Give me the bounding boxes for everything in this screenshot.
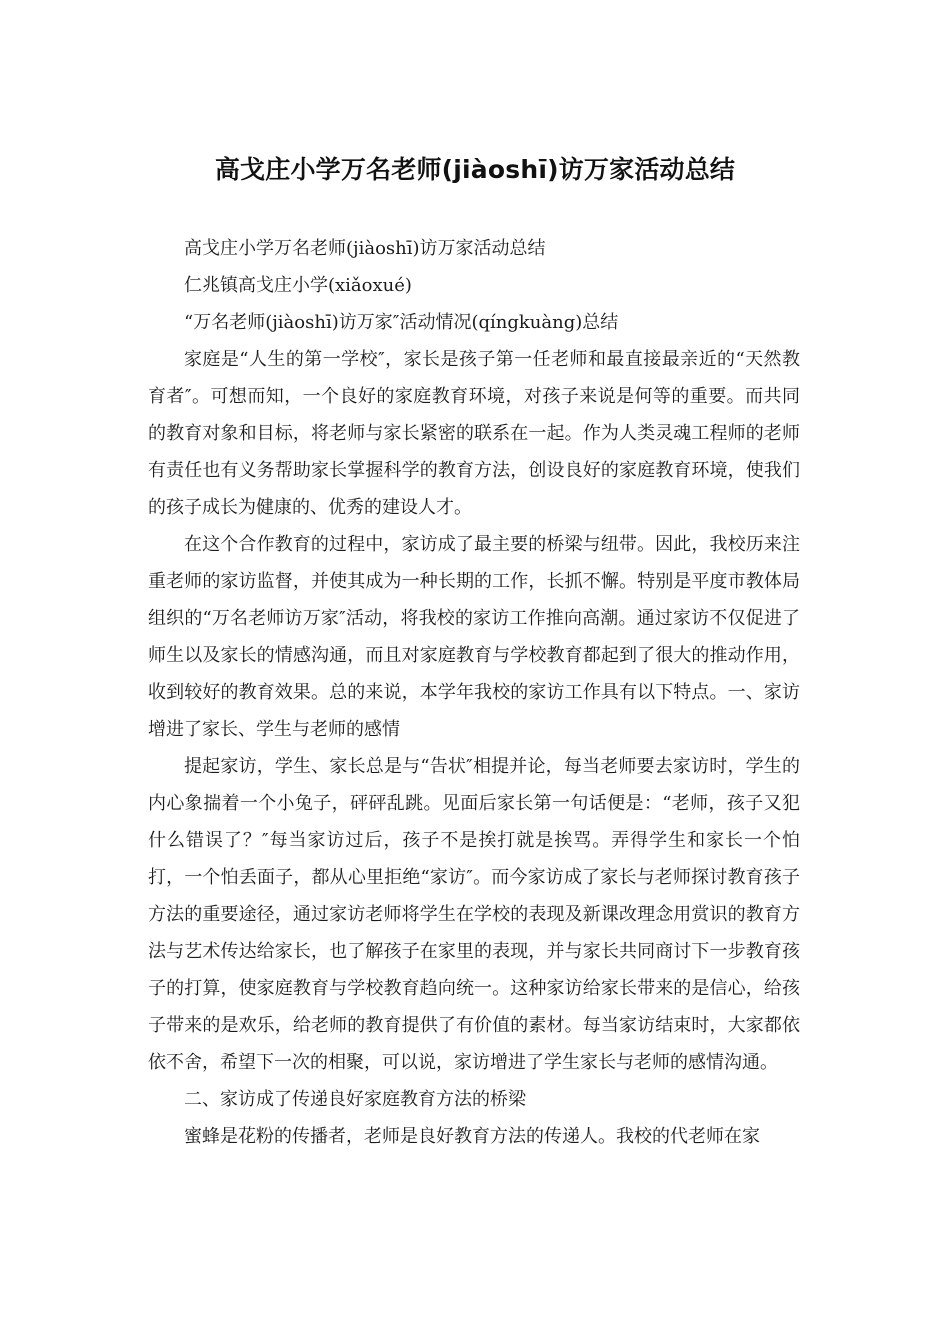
paragraph-subtitle: 高戈庄小学万名老师(jiàoshī)访万家活动总结: [184, 238, 546, 259]
paragraph-section-heading: 二、家访成了传递良好家庭教育方法的桥梁: [184, 1089, 526, 1110]
paragraph-body: 蜜蜂是花粉的传播者，老师是良好教育方法的传递人。我校的代老师在家: [184, 1126, 760, 1147]
document-body: [148, 230, 800, 1155]
paragraph-heading: “万名老师(jiàoshī)访万家″活动情况(qíngkuàng)总结: [184, 312, 619, 333]
paragraph-school: 仁兆镇高戈庄小学(xiǎoxué): [184, 275, 412, 296]
document-title: 高戈庄小学万名老师(jiàoshī)访万家活动总结: [214, 155, 736, 184]
paragraph-body: 在这个合作教育的过程中，家访成了最主要的桥梁与纽带。因此，我校历来注重老师的家访监督，并使其成为一种长期的工作，长抓不懈。特别是平度市教体局组织的“万名老师访万家″活动，将我校的家访工作推向高潮。通过家访不仅促进了师生以及家长的情感沟通，而且对家庭教育与学校教育都起到了很大的推动作用，收到较好的教育效果。总的来说，本学年我校的家访工作具有以下特点。一、家访增进了家长、学生与老师的感情: [148, 534, 800, 740]
paragraph-body: 提起家访，学生、家长总是与“告状″相提并论，每当老师要去家访时，学生的内心象揣着一个小兔子，砰砰乱跳。见面后家长第一句话便是：“老师，孩子又犯什么错误了？″每当家访过后，孩子不是挨打就是挨骂。弄得学生和家长一个怕打，一个怕丢面子，都从心里拒绝“家访″。而今家访成了家长与老师探讨教育孩子方法的重要途径，通过家访老师将学生在学校的表现及新课改理念用赏识的教育方法与艺术传达给家长，也了解孩子在家里的表现，并与家长共同商讨下一步教育孩子的打算，使家庭教育与学校教育趋向统一。这种家访给家长带来的是信心，给孩子带来的是欢乐，给老师的教育提供了有价值的素材。每当家访结束时，大家都依依不舍，希望下一次的相聚，可以说，家访增进了学生家长与老师的感情沟通。: [148, 756, 800, 1073]
paragraph-body: 家庭是“人生的第一学校″，家长是孩子第一任老师和最直接最亲近的“天然教育者″。可想而知，一个良好的家庭教育环境，对孩子来说是何等的重要。而共同的教育对象和目标，将老师与家长紧密的联系在一起。作为人类灵魂工程师的老师有责任也有义务帮助家长掌握科学的教育方法，创设良好的家庭教育环境，使我们的孩子成长为健康的、优秀的建设人才。: [148, 349, 800, 518]
